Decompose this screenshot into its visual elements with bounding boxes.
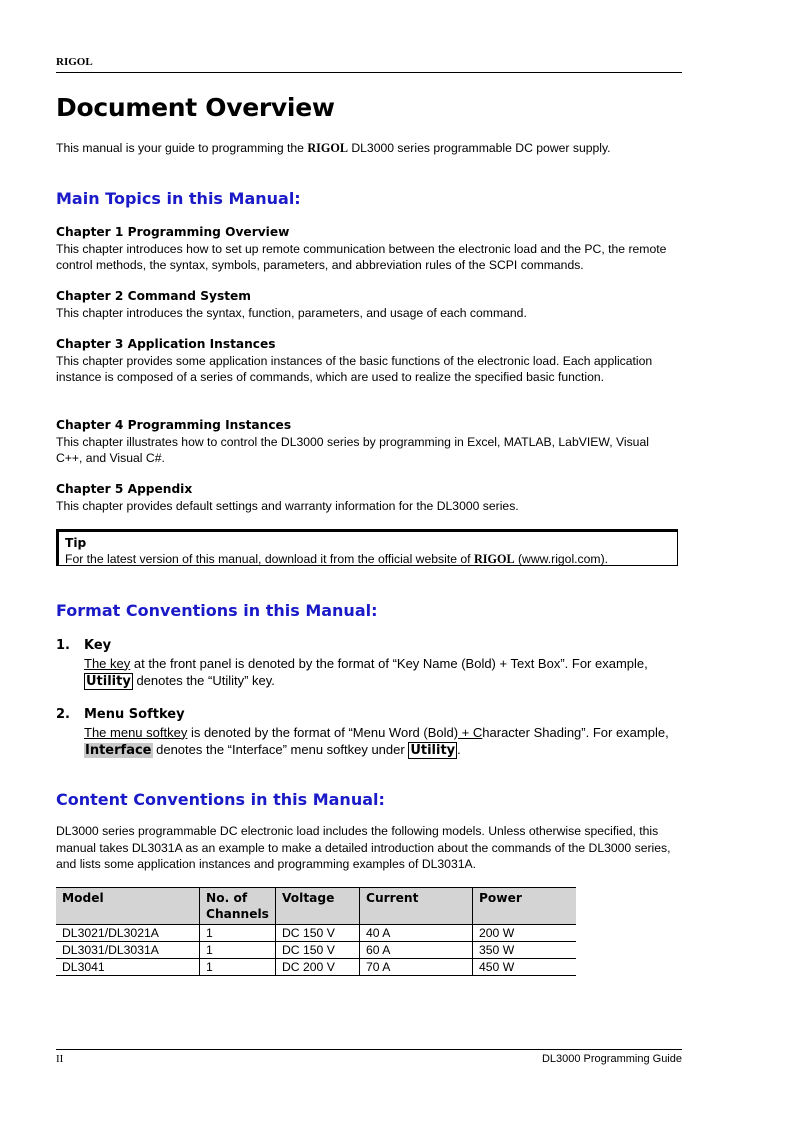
chapter-text: This chapter provides default settings and warranty information for the DL3000 series.	[56, 498, 519, 513]
chapter-text: This chapter introduces the syntax, function, parameters, and usage of each command.	[56, 305, 527, 320]
table-row: DL3021/DL3021A 1 DC 150 V 40 A 200 W	[56, 925, 576, 942]
chapter-title: Chapter 4 Programming Instances	[56, 418, 292, 432]
col-channels: No. of Channels	[200, 888, 276, 925]
chapter-2	[56, 288, 686, 321]
col-power: Power	[473, 888, 577, 925]
item-text: The menu softkey is denoted by the format of “Menu Word (Bold) + Character Shading”. For example, Interface denotes the “Interface” menu softkey under Utility .	[84, 724, 669, 758]
format-conventions-heading: Format Conventions in this Manual:	[56, 601, 378, 620]
table-row: DL3031/DL3031A 1 DC 150 V 60 A 350 W	[56, 942, 576, 959]
tip-title: Tip	[65, 536, 87, 550]
page-header	[56, 56, 682, 73]
item-text: The key at the front panel is denoted by the format of “Key Name (Bold) + Text Box”. For example, Utility denotes the “Utility” key.	[84, 655, 648, 689]
item-number: 1.	[56, 638, 70, 653]
item-title: Menu Softkey	[84, 707, 185, 722]
main-topics-heading: Main Topics in this Manual:	[56, 189, 301, 208]
chapter-5	[56, 481, 686, 514]
interface-softkey-example: Interface	[85, 743, 152, 758]
utility-key-example: Utility	[86, 674, 131, 689]
chapter-title: Chapter 1 Programming Overview	[56, 225, 290, 239]
format-item-key	[56, 637, 696, 691]
content-conventions-heading: Content Conventions in this Manual:	[56, 790, 385, 809]
models-table	[56, 887, 576, 976]
header-brand: RIGOL	[56, 56, 93, 68]
table-header-row	[56, 888, 576, 925]
col-current: Current	[360, 888, 473, 925]
page-number: II	[56, 1053, 64, 1065]
item-title: Key	[84, 638, 112, 653]
page-footer	[56, 1049, 682, 1065]
chapter-text: This chapter introduces how to set up remote communication between the electronic load and the PC, the remote control methods, the syntax, symbols, parameters, and abbreviation rules of the SCPI commands.	[56, 241, 667, 272]
table-row: DL3041 1 DC 200 V 70 A 450 W	[56, 959, 576, 976]
content-text: DL3000 series programmable DC electronic load includes the following models. Unless otherwise specified, this manual takes DL3031A as an example to make a detailed introduction about the commands of the DL3000 series, and lists some application instances and programming examples of DL3031A.	[56, 824, 671, 871]
chapter-text: This chapter provides some application instances of the basic functions of the electronic load. Each application instance is composed of a series of commands, which are used to realize the specified basic function.	[56, 353, 653, 384]
brand-name: RIGOL	[307, 141, 348, 155]
format-item-menu-softkey	[56, 706, 696, 760]
chapter-4	[56, 417, 666, 467]
col-voltage: Voltage	[276, 888, 360, 925]
item-number: 2.	[56, 707, 70, 722]
chapter-1	[56, 224, 686, 274]
page-title: Document Overview	[56, 93, 335, 122]
chapter-3	[56, 336, 671, 386]
guide-title: DL3000 Programming Guide	[541, 1053, 682, 1065]
utility-key-example: Utility	[410, 743, 456, 758]
col-model: Model	[56, 888, 200, 925]
brand-name: RIGOL	[473, 552, 515, 566]
chapter-title: Chapter 5 Appendix	[56, 482, 193, 496]
chapter-text: This chapter illustrates how to control the DL3000 series by programming in Excel, MATLAB, LabVIEW, Visual C++, and Visual C#.	[56, 434, 649, 465]
chapter-title: Chapter 3 Application Instances	[56, 337, 276, 351]
chapter-title: Chapter 2 Command System	[56, 289, 251, 303]
tip-text: For the latest version of this manual, download it from the official website of RIGOL (www.rigol.com).	[65, 552, 609, 566]
intro-text: This manual is your guide to programming the RIGOL DL3000 series programmable DC power supply.	[56, 141, 611, 155]
tip-box	[56, 529, 678, 566]
